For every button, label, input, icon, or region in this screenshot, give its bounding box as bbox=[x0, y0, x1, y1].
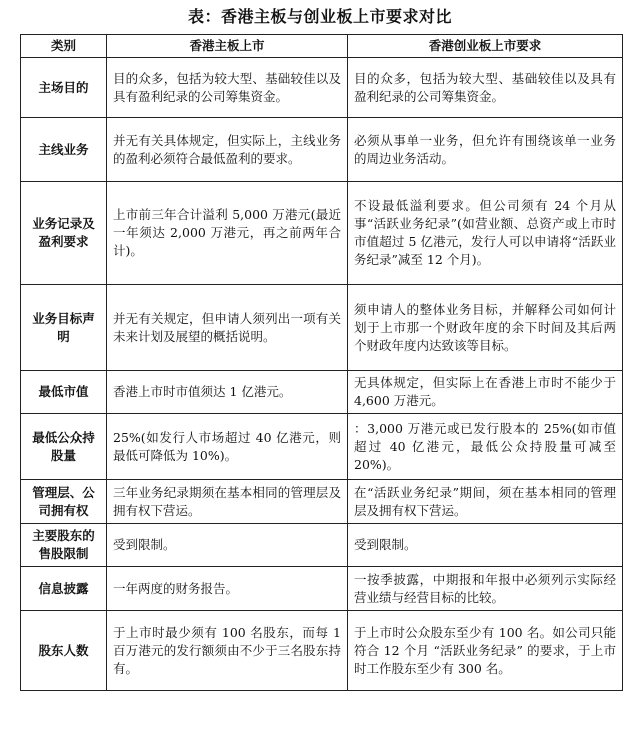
main-board-cell: 并无有关具体规定，但实际上，主线业务的盈利必须符合最低盈利的要求。 bbox=[107, 118, 348, 182]
table-row bbox=[21, 524, 623, 567]
gem-board-cell: 须申请人的整体业务目标，并解释公司如何计划于上市那一个财政年度的余下时间及其后两个财政年度内达致该等目标。 bbox=[348, 285, 623, 371]
gem-board-cell: ：3,000 万港元或已发行股本的 25%(如市值超过 40 亿港元，最低公众持股量可减至 20%)。 bbox=[348, 414, 623, 480]
header-gem-board: 香港创业板上市要求 bbox=[348, 35, 623, 58]
table-row bbox=[21, 371, 623, 414]
main-board-cell: 于上市时最少须有 100 名股东，而每 1 百万港元的发行额须由不少于三名股东持有。 bbox=[107, 611, 348, 691]
cropped-footer-text bbox=[60, 733, 200, 743]
table-row bbox=[21, 414, 623, 480]
row-category: 最低公众持股量 bbox=[21, 414, 107, 480]
table-row bbox=[21, 58, 623, 118]
row-category: 管理层、公司拥有权 bbox=[21, 480, 107, 524]
row-category: 主要股东的售股限制 bbox=[21, 524, 107, 567]
gem-board-cell: 目的众多，包括为较大型、基础较佳以及具有盈利纪录的公司筹集资金。 bbox=[348, 58, 623, 118]
main-board-cell: 目的众多，包括为较大型、基础较佳以及具有盈利纪录的公司筹集资金。 bbox=[107, 58, 348, 118]
table-row bbox=[21, 182, 623, 285]
gem-board-cell: 受到限制。 bbox=[348, 524, 623, 567]
gem-board-cell: 无具体规定，但实际上在香港上市时不能少于 4,600 万港元。 bbox=[348, 371, 623, 414]
gem-board-cell: 于上市时公众股东至少有 100 名。如公司只能符合 12 个月 “活跃业务纪录” 的要求，于上市时工作股东至少有 300 名。 bbox=[348, 611, 623, 691]
row-category: 最低市值 bbox=[21, 371, 107, 414]
gem-board-cell: 一按季披露，中期报和年报中必须列示实际经营业绩与经营目标的比较。 bbox=[348, 567, 623, 611]
header-main-board: 香港主板上市 bbox=[107, 35, 348, 58]
row-category: 股东人数 bbox=[21, 611, 107, 691]
table-header-row bbox=[21, 35, 623, 58]
gem-board-cell: 在“活跃业务纪录”期间，须在基本相同的管理层及拥有权下营运。 bbox=[348, 480, 623, 524]
header-category: 类别 bbox=[21, 35, 107, 58]
main-board-cell: 受到限制。 bbox=[107, 524, 348, 567]
main-board-cell: 并无有关规定，但申请人须列出一项有关未来计划及展望的概括说明。 bbox=[107, 285, 348, 371]
gem-board-cell: 不设最低溢利要求。但公司须有 24 个月从事“活跃业务纪录”(如营业额、总资产或上市时市值超过 5 亿港元，发行人可以申请将“活跃业务纪录”减至 12 个月)。 bbox=[348, 182, 623, 285]
row-category: 主场目的 bbox=[21, 58, 107, 118]
table-row bbox=[21, 611, 623, 691]
comparison-table bbox=[20, 34, 623, 691]
main-board-cell: 25%(如发行人市场超过 40 亿港元，则最低可降低为 10%)。 bbox=[107, 414, 348, 480]
table-row bbox=[21, 480, 623, 524]
table-row bbox=[21, 118, 623, 182]
main-board-cell: 一年两度的财务报告。 bbox=[107, 567, 348, 611]
row-category: 业务记录及盈利要求 bbox=[21, 182, 107, 285]
main-board-cell: 香港上市时市值须达 1 亿港元。 bbox=[107, 371, 348, 414]
table-title: 表：香港主板与创业板上市要求对比 bbox=[187, 7, 452, 26]
row-category: 业务目标声明 bbox=[21, 285, 107, 371]
row-category: 主线业务 bbox=[21, 118, 107, 182]
main-board-cell: 上市前三年合计溢利 5,000 万港元(最近一年须达 2,000 万港元，再之前两年合计)。 bbox=[107, 182, 348, 285]
gem-board-cell: 必须从事单一业务，但允许有围绕该单一业务的周边业务活动。 bbox=[348, 118, 623, 182]
table-row bbox=[21, 567, 623, 611]
main-board-cell: 三年业务纪录期须在基本相同的管理层及拥有权下营运。 bbox=[107, 480, 348, 524]
row-category: 信息披露 bbox=[21, 567, 107, 611]
table-row bbox=[21, 285, 623, 371]
